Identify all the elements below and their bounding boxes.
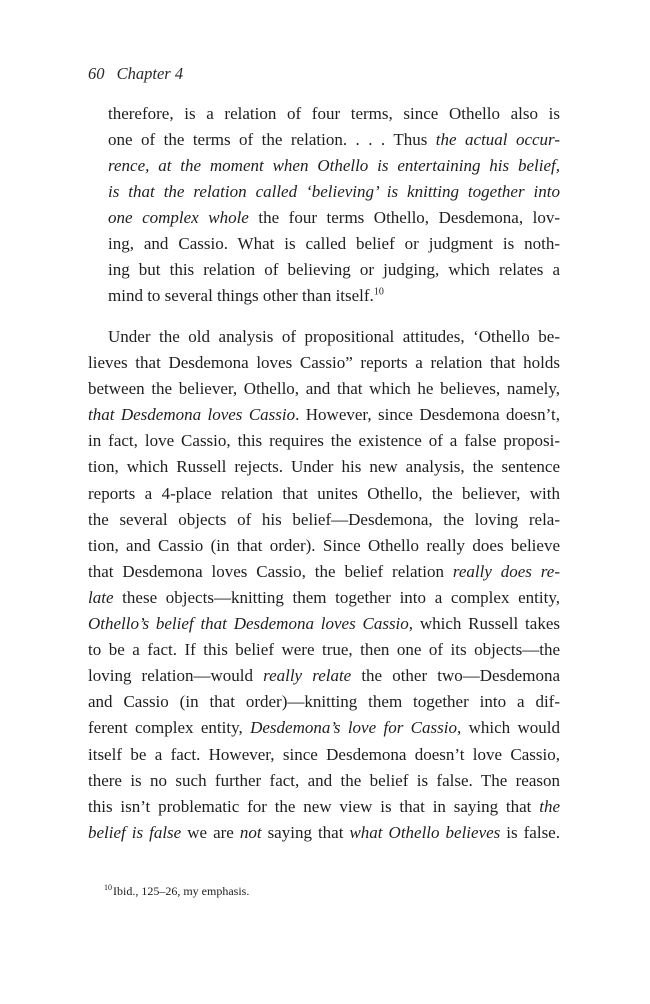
text-line (88, 350, 560, 376)
text-line (88, 794, 560, 820)
footnote-reference: 10 (373, 286, 384, 298)
text-line (88, 663, 560, 689)
text-run: tion, and Cassio (in that order). Since Othello really does believe (88, 535, 560, 555)
italic-run: really relate (263, 666, 352, 686)
text-run: lieves that Desdemona loves Cassio” reports a relation that holds (88, 353, 560, 373)
text-line (108, 153, 560, 179)
text-run: which Russell takes (413, 614, 560, 634)
italic-run: one complex whole (108, 208, 249, 227)
text-line (88, 454, 560, 480)
footnote (104, 884, 249, 899)
italic-run: really does re- (452, 561, 560, 581)
text-run: Under the old analysis of propositional attitudes, ‘Othello be- (108, 327, 560, 346)
text-run: this isn’t problematic for the new view is that in saying that (88, 796, 540, 816)
text-line (88, 820, 560, 846)
text-line (88, 402, 560, 428)
italic-run: not (239, 822, 262, 842)
italic-run: belief is false (88, 822, 182, 842)
text-run: , which would (456, 718, 560, 738)
italic-run: Desdemona’s love for Cassio (250, 718, 457, 738)
body-paragraph (88, 324, 560, 846)
text-line (88, 376, 560, 402)
text-run: between the believer, Othello, and that which he believes, namely, (88, 379, 560, 399)
text-run: reports a 4-place relation that unites Othello, the believer, with (88, 483, 560, 503)
text-run: there is no such further fact, and the belief is false. The reason (88, 770, 560, 790)
chapter-title: Chapter 4 (116, 64, 184, 83)
text-run: is false. (500, 822, 560, 842)
text-run: tion, which Russell rejects. Under his new analysis, the sentence (88, 457, 560, 477)
text-run: the other two—Desdemona (351, 666, 560, 686)
footnote-text: Ibid., 125–26, my emphasis. (113, 884, 250, 898)
text-run: loving relation—would (88, 666, 264, 686)
italic-run: the (539, 796, 560, 816)
block-quote (108, 101, 560, 309)
text-run: . However, since Desdemona doesn’t, (295, 405, 561, 425)
italic-run: the actual occur- (435, 130, 560, 149)
text-line (108, 283, 560, 309)
italic-run: rence, at the moment when Othello is entertaining his belief, (108, 156, 560, 175)
text-run: ing but this relation of believing or judging, which relates a (108, 260, 560, 279)
text-run: ing, and Cassio. What is called belief or judgment is noth- (108, 234, 560, 253)
text-line (88, 611, 560, 637)
text-run: saying that (261, 822, 350, 842)
text-run: mind to several things other than itself. (108, 286, 374, 305)
text-run: itself be a fact. However, since Desdemona doesn’t love Cassio, (88, 744, 560, 764)
text-line (88, 559, 560, 585)
text-line (88, 533, 560, 559)
text-line (88, 689, 560, 715)
text-line (108, 101, 560, 127)
text-line (108, 205, 560, 231)
text-run: the four terms Othello, Desdemona, lov- (248, 208, 560, 227)
italic-run: late (88, 587, 114, 607)
text-run: in fact, love Cassio, this requires the existence of a false proposi- (88, 431, 560, 451)
italic-run: what Othello believes (349, 822, 501, 842)
page-number: 60 (88, 64, 105, 83)
text-line (88, 324, 560, 350)
italic-run: that Desdemona loves Cassio (88, 405, 296, 425)
text-line (108, 179, 560, 205)
text-run: we are (181, 822, 240, 842)
text-run: to be a fact. If this belief were true, then one of its objects—the (88, 640, 560, 660)
running-head (88, 64, 183, 84)
text-line (108, 257, 560, 283)
text-run: therefore, is a relation of four terms, since Othello also is (108, 104, 560, 123)
text-line (108, 231, 560, 257)
text-run: the several objects of his belief—Desdemona, the loving rela- (88, 509, 560, 529)
italic-run: is that the relation called ‘believing’ is knitting together into (108, 182, 560, 201)
text-line (88, 768, 560, 794)
text-line (88, 507, 560, 533)
text-run: these objects—knitting them together into a complex entity, (113, 587, 560, 607)
text-line (88, 585, 560, 611)
text-run: that Desdemona loves Cassio, the belief relation (88, 561, 453, 581)
text-run: one of the terms of the relation. . . . Thus (108, 130, 436, 149)
text-line (88, 428, 560, 454)
text-line (88, 715, 560, 741)
text-line (88, 637, 560, 663)
text-run: ferent complex entity, (88, 718, 251, 738)
text-line (88, 742, 560, 768)
text-run: and Cassio (in that order)—knitting them together into a dif- (88, 692, 560, 712)
italic-run: Othello’s belief that Desdemona loves Cassio, (88, 614, 414, 634)
text-line (108, 127, 560, 153)
footnote-marker: 10 (104, 883, 112, 892)
text-line (88, 481, 560, 507)
